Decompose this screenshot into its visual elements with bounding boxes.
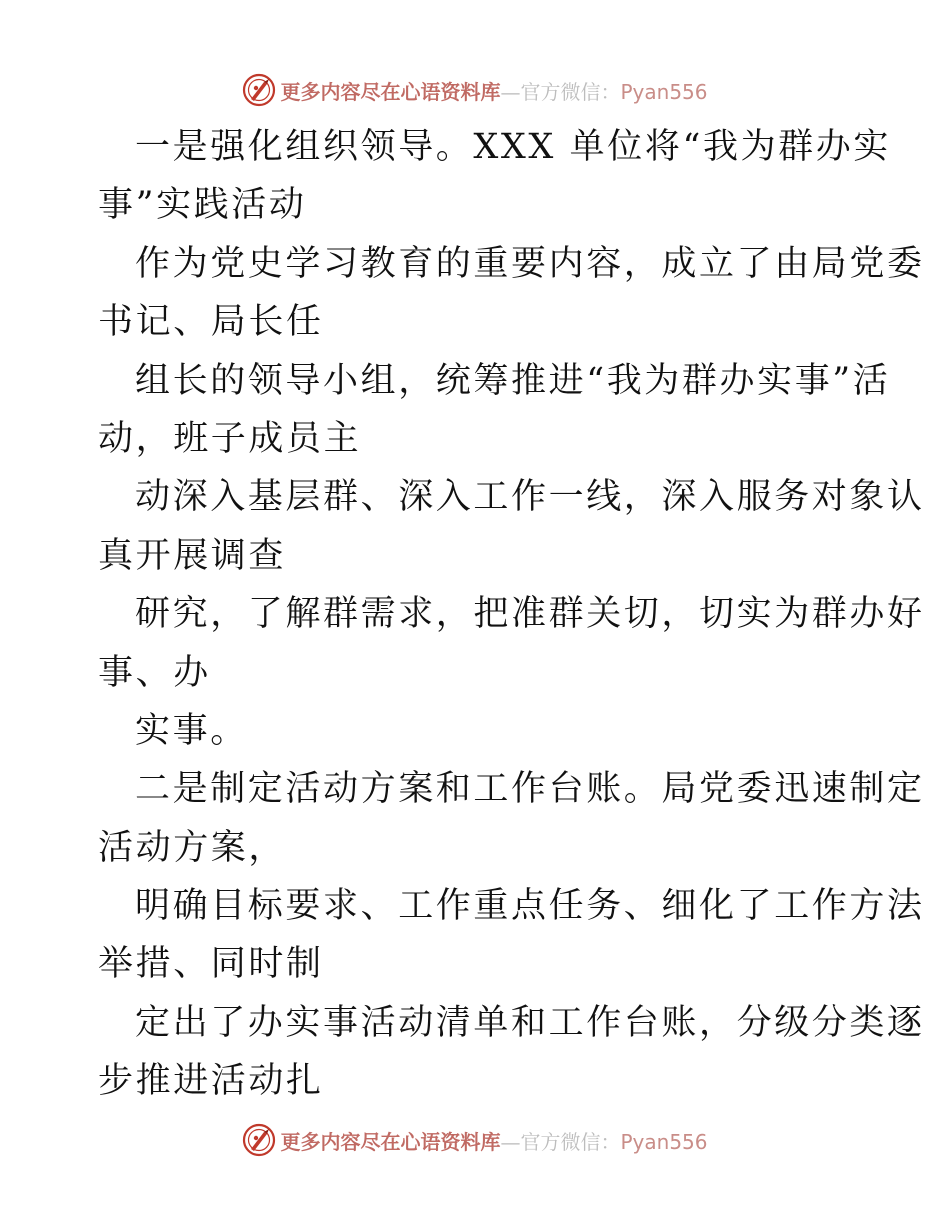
text-line: 活动方案， — [98, 827, 287, 868]
quill-logo-icon — [242, 1123, 276, 1157]
text-line: 事、办 — [98, 652, 211, 693]
text-line: 动，班子成员主 — [98, 418, 362, 459]
text-line: 书记、局长任 — [98, 302, 324, 343]
text-line: 组长的领导小组，统筹推进“我为群办实事”活 — [135, 360, 891, 401]
text-line: 明确目标要求、工作重点任务、细化了工作方法 — [135, 886, 925, 927]
watermark-separator: — — [500, 79, 521, 104]
text-line: 一是强化组织领导。XXX 单位将“我为群办实 — [135, 127, 891, 167]
text-line: 研究，了解群需求，把准群关切，切实为群办好 — [135, 594, 925, 635]
text-line: 定出了办实事活动清单和工作台账，分级分类逐 — [135, 1002, 925, 1043]
watermark-text — [280, 76, 707, 105]
document-body — [98, 118, 925, 1111]
watermark-wechat-label: 官方微信： — [520, 79, 621, 104]
watermark-wechat-label: 官方微信： — [520, 1129, 621, 1154]
text-line: 举措、同时制 — [98, 944, 324, 985]
text-line: 实事。 — [135, 710, 248, 751]
watermark-wechat-id: Pyan556 — [620, 79, 708, 104]
text-line: 真开展调查 — [98, 535, 287, 576]
watermark-brand-text: 更多内容尽在心语资料库 — [280, 79, 501, 104]
watermark-brand-text: 更多内容尽在心语资料库 — [280, 1129, 501, 1154]
watermark-separator: — — [500, 1129, 521, 1154]
text-line: 二是制定活动方案和工作台账。局党委迅速制定 — [135, 769, 925, 810]
text-line: 动深入基层群、深入工作一线，深入服务对象认 — [135, 477, 925, 518]
text-line: 作为党史学习教育的重要内容，成立了由局党委 — [135, 243, 925, 284]
quill-logo-icon — [242, 73, 276, 107]
header-watermark-banner — [0, 70, 950, 110]
text-line: 事”实践活动 — [98, 185, 307, 226]
text-line: 步推进活动扎 — [98, 1061, 324, 1102]
footer-watermark-banner — [0, 1120, 950, 1160]
watermark-wechat-id: Pyan556 — [620, 1129, 708, 1154]
watermark-text — [280, 1126, 707, 1155]
